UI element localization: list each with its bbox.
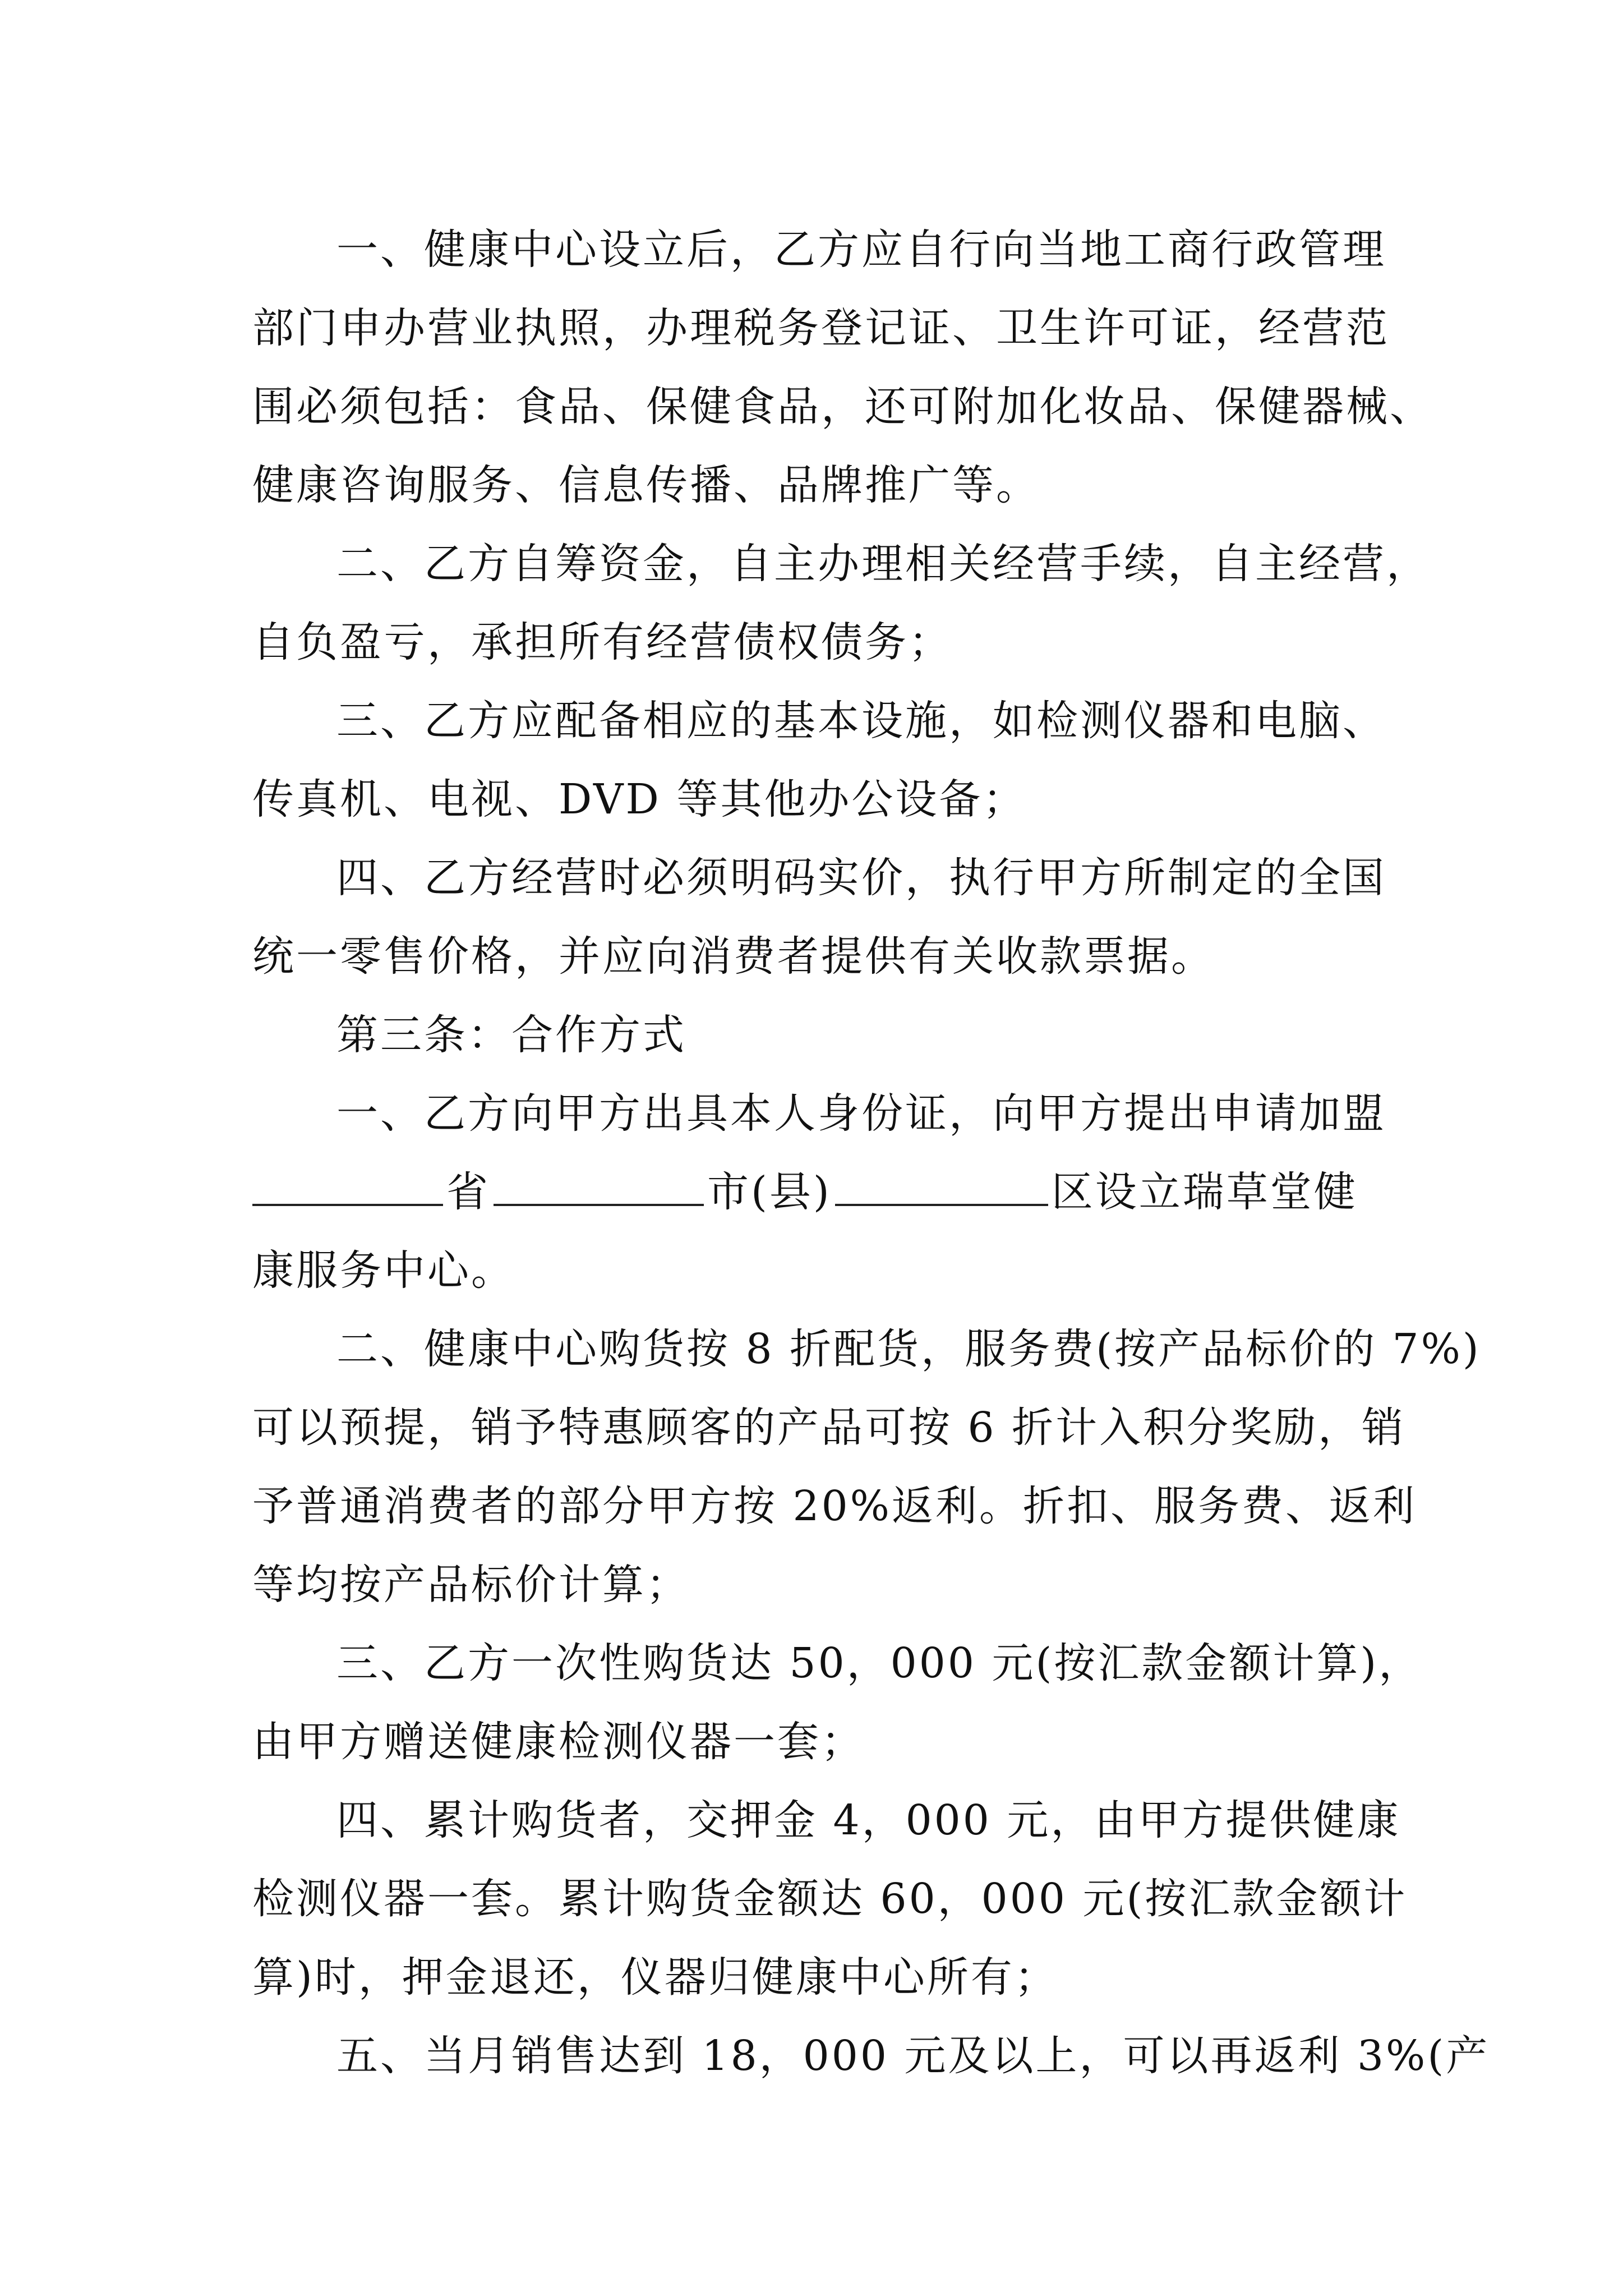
paragraph-line: 检测仪器一套。累计购货金额达 60，000 元(按汇款金额计 (252, 1875, 1408, 1923)
paragraph-line: 一、乙方向甲方出具本人身份证，向甲方提出申请加盟 (336, 1089, 1386, 1138)
paragraph-line: 部门申办营业执照，办理税务登记证、卫生许可证，经营范 (252, 304, 1390, 352)
paragraph-line: 四、累计购货者，交押金 4，000 元，由甲方提供健康 (336, 1796, 1401, 1844)
paragraph-line: 二、健康中心购货按 8 折配货，服务费(按产品标价的 7%) (336, 1325, 1481, 1373)
city-blank[interactable] (494, 1165, 704, 1206)
province-blank[interactable] (252, 1165, 443, 1206)
fill-in-line (252, 1153, 1396, 1231)
paragraph-line: 二、乙方自筹资金，自主办理相关经营手续，自主经营， (336, 540, 1430, 588)
province-label: 省 (446, 1168, 490, 1216)
city-label: 市(县) (707, 1168, 832, 1216)
paragraph-line: 传真机、电视、DVD 等其他办公设备； (252, 775, 1027, 823)
paragraph-line: 康服务中心。 (252, 1246, 515, 1295)
paragraph-line: 可以预提，销予特惠顾客的产品可按 6 折计入积分奖励，销 (252, 1404, 1406, 1452)
paragraph-line: 等均按产品标价计算； (252, 1561, 690, 1609)
paragraph-line: 围必须包括：食品、保健食品，还可附加化妆品、保健器械、 (252, 383, 1433, 431)
section-heading: 第三条：合作方式 (336, 1011, 686, 1059)
paragraph-line: 健康咨询服务、信息传播、品牌推广等。 (252, 461, 1040, 509)
paragraph-line: 由甲方赠送健康检测仪器一套； (252, 1718, 865, 1766)
district-blank[interactable] (835, 1165, 1048, 1206)
document-body (252, 210, 1490, 2095)
paragraph-line: 自负盈亏，承担所有经营债权债务； (252, 618, 952, 666)
paragraph-line: 予普通消费者的部分甲方按 20%返利。折扣、服务费、返利 (252, 1482, 1417, 1530)
paragraph-line: 统一零售价格，并应向消费者提供有关收款票据。 (252, 932, 1215, 981)
district-label: 区设立瑞草堂健 (1051, 1168, 1358, 1216)
paragraph-line: 算)时，押金退还，仪器归健康中心所有； (252, 1953, 1058, 2001)
paragraph-line: 一、健康中心设立后，乙方应自行向当地工商行政管理 (336, 226, 1386, 274)
paragraph-line: 四、乙方经营时必须明码实价，执行甲方所制定的全国 (336, 854, 1386, 902)
paragraph-line: 三、乙方应配备相应的基本设施，如检测仪器和电脑、 (336, 697, 1386, 745)
paragraph-line: 五、当月销售达到 18，000 元及以上，可以再返利 3%(产 (336, 2032, 1490, 2080)
paragraph-line: 三、乙方一次性购货达 50，000 元(按汇款金额计算)， (336, 1639, 1423, 1687)
